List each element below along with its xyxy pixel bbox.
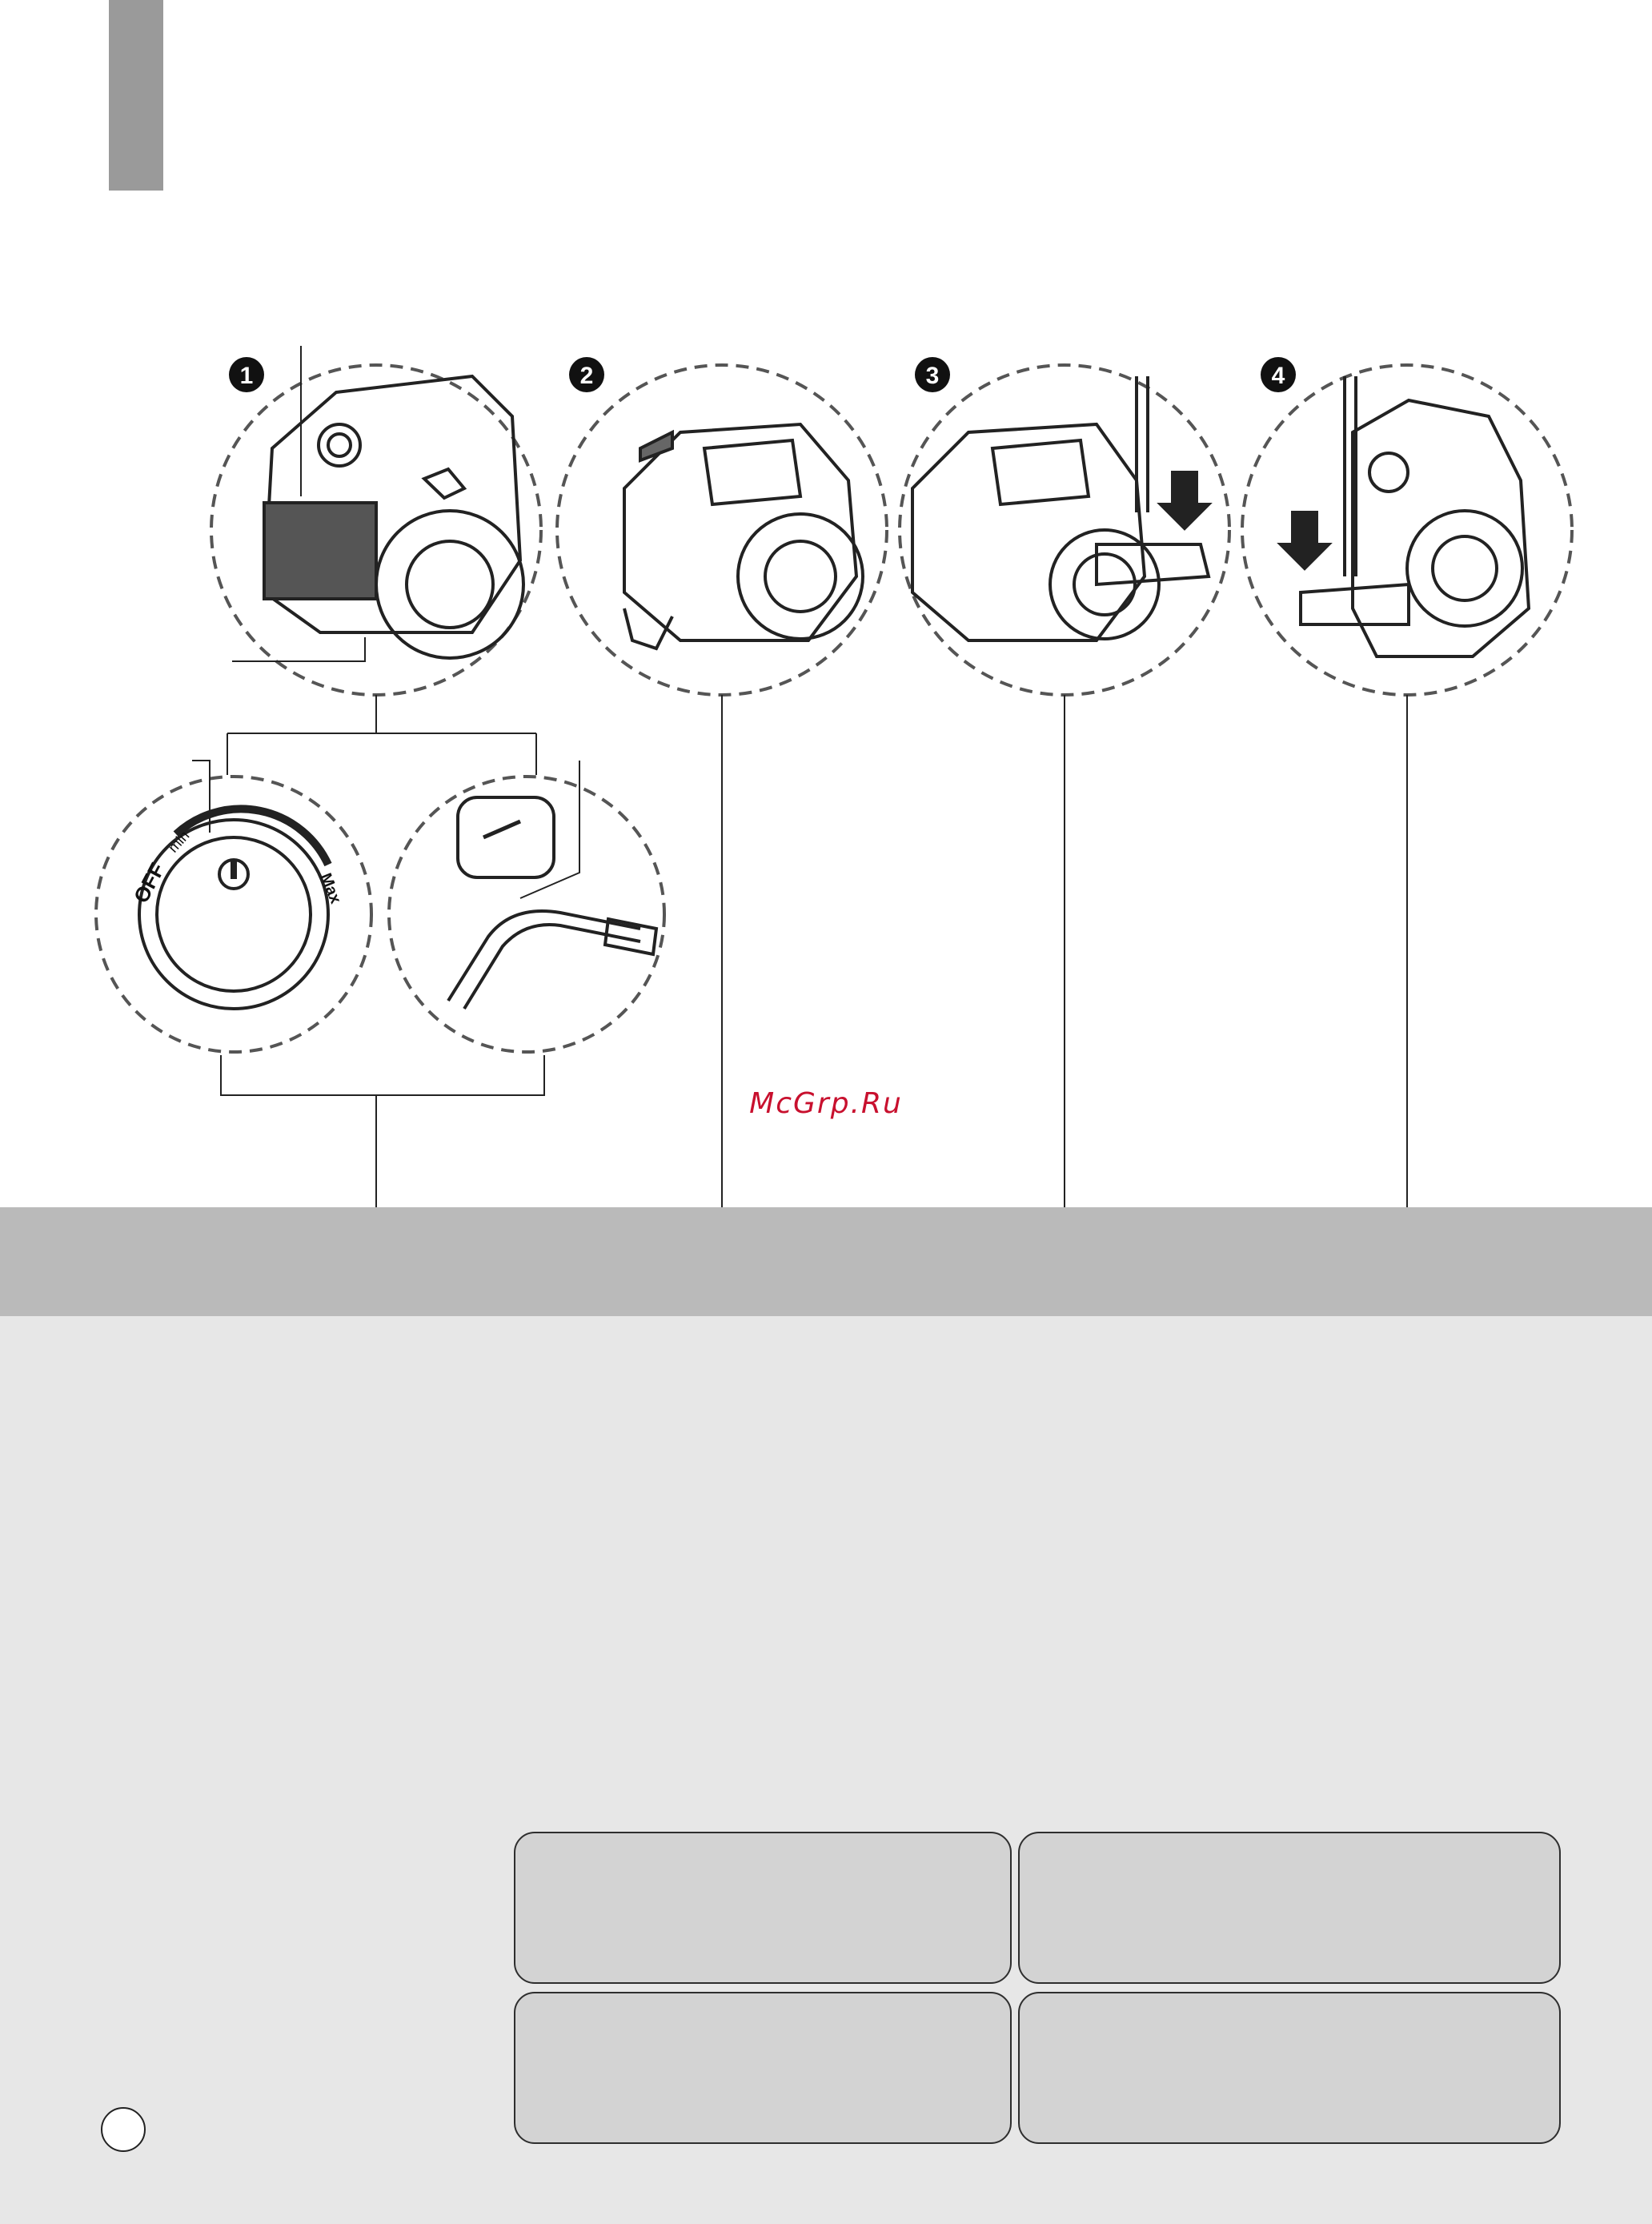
watermark: McGrp.Ru — [749, 1087, 903, 1120]
step-number-1: 1 — [239, 363, 254, 389]
step-2-circle — [557, 365, 887, 695]
step-3-circle — [900, 365, 1229, 695]
table-header-band — [0, 1207, 1652, 1316]
table-cell-2 — [1018, 1832, 1561, 1984]
dial-min-label: min — [165, 827, 193, 856]
step-number-3: 3 — [925, 363, 940, 389]
dial-max-label: Max — [316, 870, 345, 906]
vacuum-body-step-3 — [912, 376, 1209, 640]
hose-handle — [448, 797, 656, 1009]
vacuum-body-step-1 — [264, 376, 523, 658]
step-number-4: 4 — [1271, 363, 1285, 389]
table-cell-3 — [514, 1992, 1012, 2144]
table-cell-1 — [514, 1832, 1012, 1984]
dial-off-label: OFF — [128, 858, 170, 907]
hose-detail-circle — [389, 777, 664, 1052]
page-number-circle — [101, 2107, 146, 2152]
step-number-2: 2 — [579, 363, 594, 389]
dial-detail-circle — [96, 777, 371, 1052]
vacuum-body-step-2 — [624, 424, 863, 648]
table-cell-4 — [1018, 1992, 1561, 2144]
power-dial — [139, 809, 328, 1009]
vacuum-body-step-4 — [1281, 376, 1529, 656]
